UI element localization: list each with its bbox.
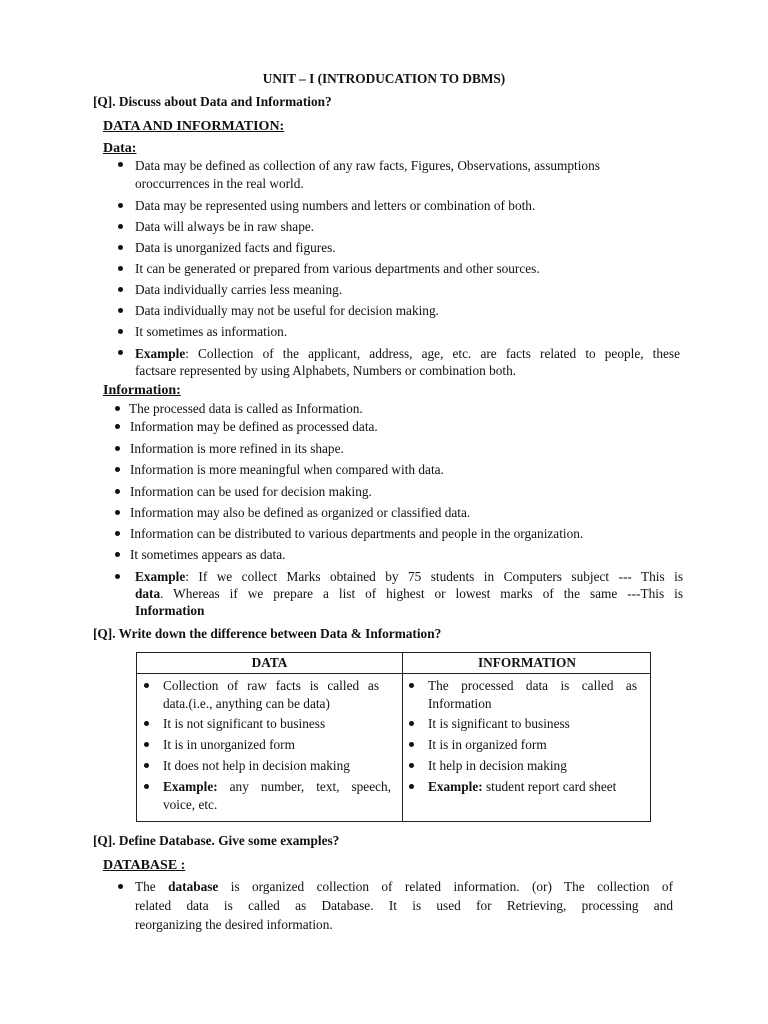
example-text: any number, text, speech,	[229, 779, 391, 794]
bullet	[118, 203, 123, 208]
bullet	[115, 424, 120, 429]
bullet	[115, 510, 120, 515]
bullet	[144, 742, 149, 747]
database-heading: DATABASE :	[103, 858, 186, 873]
info-item: Information is more meaningful when compared with data.	[130, 462, 444, 477]
table-info-cell-line: Information	[428, 696, 492, 711]
table-info-cell-line: It is in organized form	[428, 737, 547, 752]
database-term: database	[168, 879, 219, 894]
info-item: Information may also be defined as organized or classified data.	[130, 505, 471, 520]
data-item: Data individually may not be useful for decision making.	[135, 303, 439, 318]
table-data-cell-line: voice, etc.	[163, 797, 218, 812]
info-item: It sometimes appears as data.	[130, 547, 286, 562]
bullet	[118, 162, 123, 167]
example-text: . Whereas if we prepare a list of highest or lowest marks of the same ---This is	[160, 586, 683, 601]
info-example-line3: Information	[135, 603, 205, 618]
bullet	[118, 329, 123, 334]
data-item: Data will always be in raw shape.	[135, 219, 315, 234]
information-heading: Information:	[103, 383, 181, 398]
info-item: Information may be defined as processed data.	[130, 419, 378, 434]
info-example-line1	[135, 568, 683, 586]
info-item: Information can be used for decision making.	[130, 484, 372, 499]
question-3: [Q]. Define Database. Give some examples?	[93, 833, 340, 848]
data-example-line1	[135, 345, 680, 363]
bullet	[115, 467, 120, 472]
info-item: Information can be distributed to various departments and people in the organization.	[130, 526, 584, 541]
bullet	[409, 683, 414, 688]
bullet	[409, 763, 414, 768]
database-text: The	[135, 879, 156, 894]
table-header-information: INFORMATION	[478, 655, 576, 670]
data-example-line2: factsare represented by using Alphabets, Numbers or combination both.	[135, 363, 517, 378]
bullet	[118, 287, 123, 292]
database-para-line2: related data is called as Database. It is used for Retrieving, processing and	[135, 898, 673, 913]
bullet	[144, 721, 149, 726]
data-item: It sometimes as information.	[135, 324, 288, 339]
bullet	[118, 266, 123, 271]
question-1: [Q]. Discuss about Data and Information?	[93, 94, 332, 109]
bullet	[118, 884, 123, 889]
bullet	[118, 245, 123, 250]
bullet	[115, 574, 120, 579]
info-item: Information is more refined in its shape.	[130, 441, 344, 456]
bullet	[115, 552, 120, 557]
table-data-cell-line: It does not help in decision making	[163, 758, 350, 773]
bullet	[115, 446, 120, 451]
data-vs-information-table	[136, 652, 651, 822]
info-example-line2	[135, 585, 683, 603]
table-data-cell-line: It is not significant to business	[163, 716, 326, 731]
bullet	[409, 784, 414, 789]
bullet	[118, 224, 123, 229]
table-data-cell-line: It is in unorganized form	[163, 737, 295, 752]
data-heading: Data:	[103, 141, 137, 156]
table-header-data: DATA	[251, 655, 288, 670]
example-label: Example:	[163, 779, 218, 794]
table-info-cell-line: It help in decision making	[428, 758, 567, 773]
example-text: : If we collect Marks obtained by 75 students in Computers subject --- This is	[185, 569, 683, 584]
database-text: is organized collection of related information. (or) The collection of	[230, 879, 674, 894]
table-info-cell-line: It is significant to business	[428, 716, 570, 731]
example-label: Example	[135, 569, 186, 584]
data-word: data	[135, 586, 161, 601]
table-header-rule	[137, 673, 650, 674]
table-divider	[402, 653, 403, 821]
bullet	[115, 489, 120, 494]
data-item: Data may be represented using numbers and letters or combination of both.	[135, 198, 536, 213]
example-text: : Collection of the applicant, address, age, etc. are facts related to people, these	[185, 346, 680, 361]
table-data-cell-line: Collection of raw facts is called as	[163, 678, 379, 693]
bullet	[409, 721, 414, 726]
table-data-cell-line: data.(i.e., anything can be data)	[163, 696, 330, 711]
data-item: Data individually carries less meaning.	[135, 282, 343, 297]
bullet	[144, 683, 149, 688]
table-data-example-line	[163, 778, 391, 796]
bullet	[144, 784, 149, 789]
table-info-example-line	[428, 778, 616, 796]
database-para-line1	[135, 878, 673, 896]
table-info-cell-line: The processed data is called as	[428, 678, 637, 693]
bullet	[144, 763, 149, 768]
info-item: The processed data is called as Information.	[129, 401, 363, 416]
data-item: It can be generated or prepared from various departments and other sources.	[135, 261, 540, 276]
bullet	[409, 742, 414, 747]
example-label: Example	[135, 346, 186, 361]
bullet	[115, 406, 120, 411]
data-item: Data may be defined as collection of any raw facts, Figures, Observations, assumptions	[135, 158, 600, 173]
data-item-continuation: oroccurrences in the real world.	[135, 176, 304, 191]
bullet	[118, 350, 123, 355]
example-text: student report card sheet	[486, 779, 617, 794]
data-item: Data is unorganized facts and figures.	[135, 240, 336, 255]
database-para-line3: reorganizing the desired information.	[135, 917, 333, 932]
bullet	[115, 531, 120, 536]
page-title: UNIT – I (INTRODUCATION TO DBMS)	[262, 71, 506, 86]
example-label: Example:	[428, 779, 483, 794]
bullet	[118, 308, 123, 313]
section-heading-data-information: DATA AND INFORMATION:	[103, 119, 285, 134]
question-2: [Q]. Write down the difference between Data & Information?	[93, 626, 442, 641]
